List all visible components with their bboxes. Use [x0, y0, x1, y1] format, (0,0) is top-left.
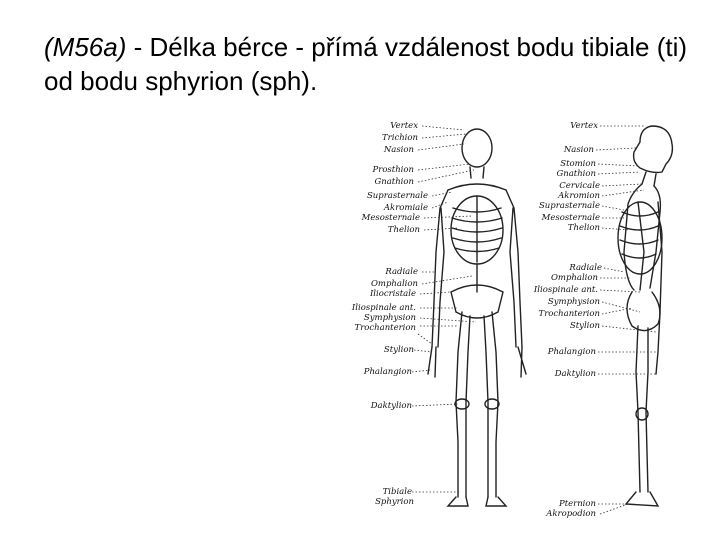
front-label: Phalangion [363, 367, 412, 377]
slide-title [44, 30, 704, 98]
anatomical-figure [340, 112, 720, 532]
front-label: Akromiale [383, 203, 428, 213]
side-label: Omphalion [550, 273, 598, 283]
front-label: Suprasternale [366, 191, 428, 201]
side-label: Phalangion [547, 347, 596, 357]
front-label: Thelion [387, 225, 420, 235]
side-label: Iliospinale ant. [533, 285, 598, 295]
front-label: Nasion [383, 145, 414, 155]
front-label: Iliocristale [369, 289, 416, 299]
front-label: Symphysion [363, 313, 416, 323]
front-label: Prosthion [372, 165, 414, 175]
side-label: Cervicale [559, 181, 600, 191]
side-label: Pternion [558, 499, 596, 509]
front-label: Trochanterion [354, 323, 416, 333]
front-label: Omphalion [370, 279, 418, 289]
side-label: Akropodion [546, 509, 596, 519]
side-label: Vertex [570, 121, 598, 131]
side-label: Symphysion [547, 297, 600, 307]
side-label: Stomion [560, 159, 596, 169]
front-label: Mesosternale [361, 213, 420, 223]
side-label: Daktylion [554, 369, 596, 379]
front-label: Daktylion [370, 401, 412, 411]
title-text: - Délka bérce - přímá vzdálenost bodu tibiale (ti) od bodu sphyrion (sph). [44, 32, 688, 96]
side-label: Mesosternale [541, 213, 600, 223]
front-label: Stylion [383, 345, 414, 355]
front-label: Tibiale [382, 487, 412, 497]
front-label: Gnathion [374, 177, 414, 187]
side-label: Akromion [558, 191, 600, 201]
front-label: Vertex [390, 121, 418, 131]
front-skeleton [428, 129, 526, 506]
side-label: Radiale [569, 263, 602, 273]
front-label: Radiale [385, 267, 418, 277]
title-code: (M56a) [44, 32, 127, 62]
side-skeleton [618, 126, 672, 506]
side-label: Nasion [563, 145, 594, 155]
side-label: Gnathion [556, 169, 596, 179]
side-label: Thelion [567, 223, 600, 233]
front-label: Trichion [382, 133, 418, 143]
side-label: Stylion [569, 321, 600, 331]
front-label: Iliospinale ant. [351, 303, 416, 313]
side-label: Suprasternale [538, 201, 600, 211]
side-label: Trochanterion [538, 309, 600, 319]
front-label: Sphyrion [375, 497, 414, 507]
